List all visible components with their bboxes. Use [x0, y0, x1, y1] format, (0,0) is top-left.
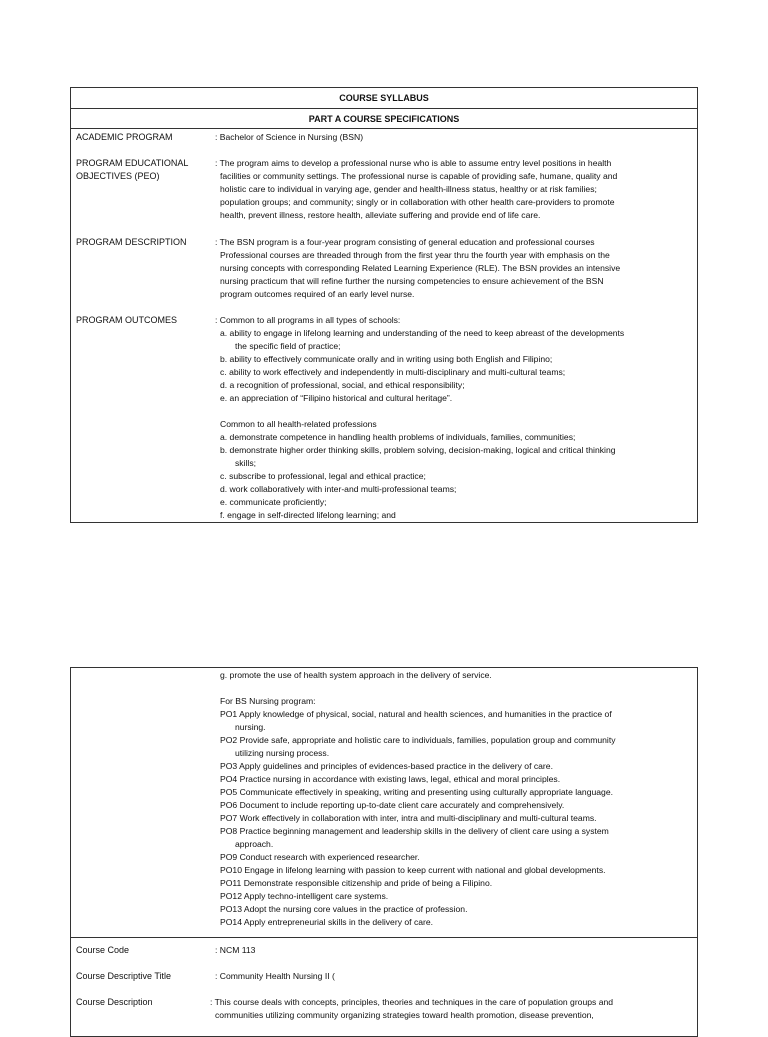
- academic-program-label: ACADEMIC PROGRAM: [76, 132, 173, 142]
- program-outcomes-text: : Common to all programs in all types of schools: a. ability to engage in lifelong learning and understanding of the need to keep abreast of the developments the specific field of practice; b. ability to effectively communicate orally and in writing using both English and Filipino; c. ability to work effectively and independently in multi-disciplinary and multi-cultural teams; d. a recognition of professional, social, and ethical responsibility; e. an appreciation of “Filipino historical and cultural heritage”. Common to all health-related professions a. demonstrate competence in handling health problems of individuals, families, communities; b. demonstrate higher order thinking skills, problem solving, decision-making, logical and critical thinking skills; c. subscribe to professional, legal and ethical practice; d. work collaboratively with inter-and multi-professional teams; e. communicate proficiently; f. engage in self-directed lifelong learning; and: [215, 315, 625, 520]
- program-description-label: PROGRAM DESCRIPTION: [76, 237, 187, 247]
- program-outcomes-continued: g. promote the use of health system approach in the delivery of service. For BS Nursing program: PO1 Apply knowledge of physical, social, natural and health sciences, and humanities in the practice of nursing. PO2 Provide safe, appropriate and holistic care to individuals, families, population group and community utilizing nursing process. PO3 Apply guidelines and principles of evidences-based practice in the delivery of care. PO4 Practice nursing in accordance with existing laws, legal, ethical and moral principles. PO5 Communicate effectively in speaking, writing and presenting using culturally appropriate language. PO6 Document to include reporting up-to-date client care accurately and comprehensively. PO7 Work effectively in collaboration with inter, intra and multi-disciplinary and multi-cultural teams. PO8 Practice beginning management and leadership skills in the delivery of client care using a system approach. PO9 Conduct research with experienced researcher. PO10 Engage in lifelong learning with passion to keep current with national and global developments. PO11 Demonstrate responsible citizenship and pride of being a Filipino. PO12 Apply techno-intelligent care systems. PO13 Adopt the nursing core values in the practice of profession. PO14 Apply entrepreneurial skills in the delivery of care.: [220, 670, 616, 927]
- program-description-text: : The BSN program is a four-year program consisting of general education and professional courses Professional courses are threaded through from the first year thru the fourth year with emphasis on the nursing concepts with corresponding Related Learning Experience (RLE). The BSN provides an intensive nursing practicum that will refine further the nursing competencies to ensure achievement of the BSN program outcomes required of an early level nurse.: [215, 237, 621, 299]
- course-code-label: Course Code: [76, 945, 130, 955]
- course-code-value: : NCM 113: [215, 945, 256, 955]
- course-title-label: Course Descriptive Title: [76, 971, 172, 981]
- peo-label: PROGRAM EDUCATIONAL OBJECTIVES (PEO): [76, 158, 189, 181]
- part-a-heading: PART A COURSE SPECIFICATIONS: [71, 109, 697, 129]
- course-title-value: : Community Health Nursing II (: [215, 971, 335, 981]
- syllabus-title: COURSE SYLLABUS: [71, 88, 697, 109]
- peo-text: : The program aims to develop a professional nurse who is able to assume entry level positions in health facilities or community settings. The professional nurse is capable of providing safe, humane, quality and holistic care to individual in varying age, gender and health-illness status, healthy or at risk families; population groups; and community; singly or in collaboration with other health care-providers to promote health, prevent illness, restore health, alleviate suffering and provide end of life care.: [215, 158, 618, 220]
- course-description-text: : This course deals with concepts, principles, theories and techniques in the care of population groups and communities utilizing community organizing strategies toward health promotion, disease prevention,: [210, 997, 614, 1020]
- syllabus-table-part2: [70, 667, 698, 1037]
- course-description-label: Course Description: [76, 997, 153, 1007]
- syllabus-table-part1: [70, 87, 698, 523]
- program-outcomes-label: PROGRAM OUTCOMES: [76, 315, 178, 325]
- row-divider: [71, 937, 697, 938]
- academic-program-value: : Bachelor of Science in Nursing (BSN): [215, 132, 364, 142]
